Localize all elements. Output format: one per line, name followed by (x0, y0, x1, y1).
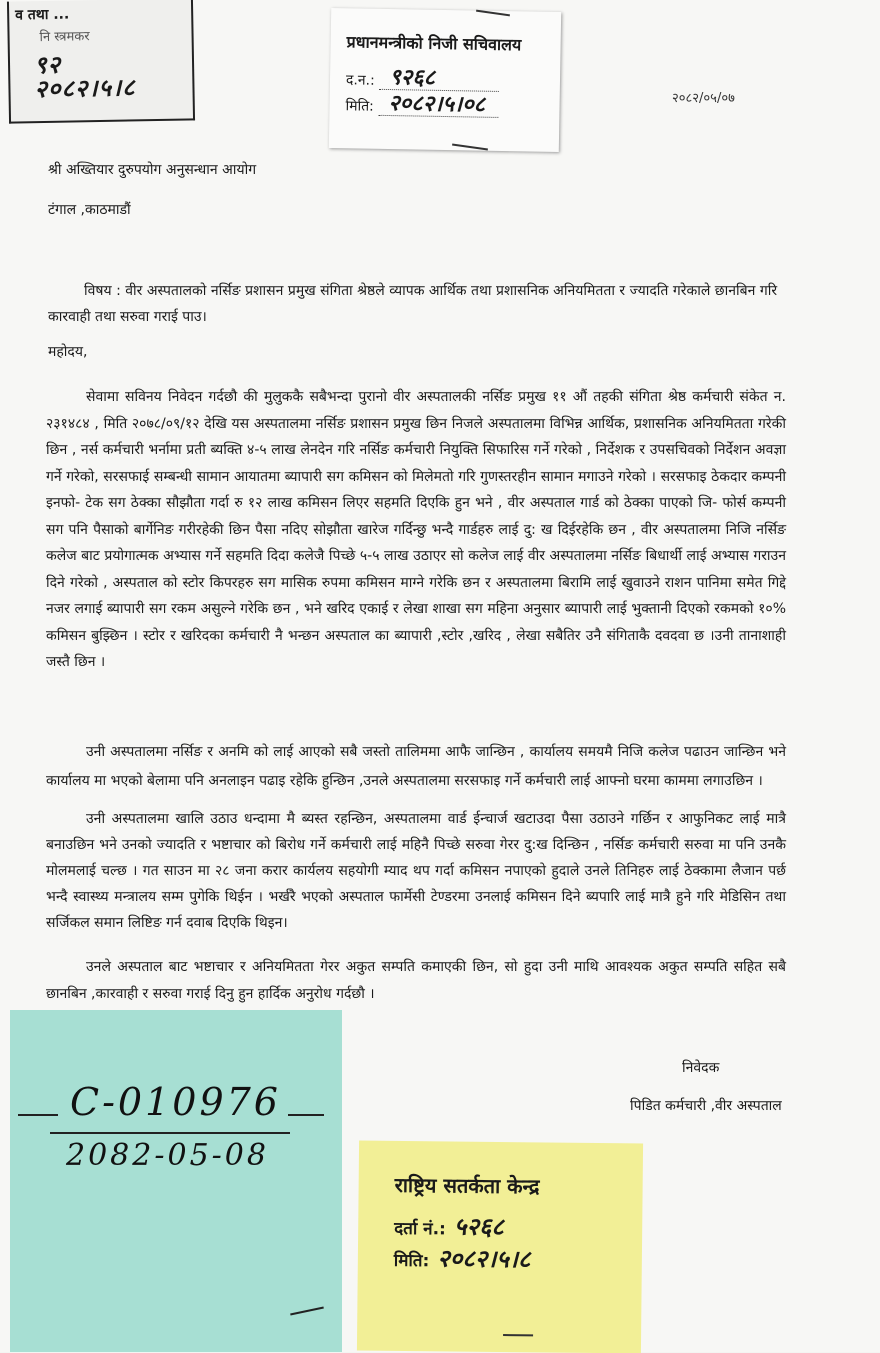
letter-date: २०८२/०५/०७ (672, 91, 735, 106)
yellow-note-title: राष्ट्रिय सतर्कता केन्द्र (394, 1172, 540, 1199)
body-paragraph-1: सेवामा सविनय निवेदन गर्दछौ की मुलुककै सबैभन्दा पुरानो वीर अस्पतालकी नर्सिङ प्रमुख ११ औं तहकी संगिता श्रेष्ठ कर्मचारी संकेत न. २३१४८४ , मिति २०७८/०९/१२ देखि यस अस्पतालमा नर्सिङ प्रशासन प्रमुख छिन निजले अस्पतालमा विभिन्न आर्थिक, प्रशासनिक अनियमितता गरेकी छिन , नर्स कर्मचारी भर्नामा प्रती ब्यक्ति ४-५ लाख लेनदेन गरि नर्सिङ कर्मचारी नियुक्ति सिफारिस गर्ने गरेको , निर्देशक र उपसचिवको निर्देशन अवज्ञा गर्ने गरेको, सरसफाई सम्बन्धी सामान आयातमा ब्यापारी सग कमिसन को मिलेमतो गरि गुणस्तरहीन सामान मगाउने गरेको । सरसफाइ ठेकदार कम्पनी इनफो- टेक सग ठेक्का सौझौता गर्दा रु १२ लाख कमिसन लिएर सहमति दिएकि हुन भने , वीर अस्पताल गार्ड को ठेक्का पाएको जि- फोर्स कम्पनी सग पनि पैसाको बार्गेनिङ गरीरहेकी छिन पैसा नदिए सोझौता खारेज गर्दिन्छु भन्दै गार्डहरु लाई दु: ख दिईरहेकि छन , वीर अस्पतालमा निजि नर्सिङ कलेज बाट प्रयोगात्मक अभ्यास गर्ने सहमति दिदा कलेजै पिच्छे ५-५ लाख उठाएर सो कलेज लाई वीर अस्पतालमा नर्सिङ बिधार्थी लाई अभ्यास गराउन दिने गरेको , अस्पताल को स्टोर किपरहरु सग मासिक रुपमा कमिसन माग्ने गरेकि छन र अस्पतालमा बिरामि लाई खुवाउने राशन पानिमा समेत गिद्दे नजर लगाई ब्यापारी सग रकम असुल्ने गरेकि छन , भने खरिद एकाई र लेखा शाखा सग महिना अनुसार ब्यापारी लाई भुक्तानी दिएको रकमको १०% कमिसन बुझ्छिन । स्टोर र खरिदका कर्मचारी नै भन्छन अस्पताल का ब्यापारी ,स्टोर ,खरिद , लेखा सबैतिर उनै संगिताकै दवदवा छ ।उनी तानाशाही जस्तै छिन । (46, 389, 786, 670)
pm-miti-label: मिति: (345, 98, 374, 115)
pm-darta-label: द.न.: (345, 72, 375, 89)
note-dash (18, 1114, 58, 1116)
signature-sender: पिडित कर्मचारी ,वीर अस्पताल (630, 1098, 782, 1114)
recipient-line-2: टंगाल ,काठमाडौं (48, 202, 131, 218)
stamp-office-line: व तथा ... (15, 6, 70, 24)
yellow-darta-label: दर्ता नं.: (394, 1218, 447, 1240)
yellow-sticky-note (357, 1141, 643, 1353)
yellow-note-darta-row (394, 1209, 504, 1243)
note-dash (290, 1306, 324, 1315)
stamp-number: ९२ (33, 49, 62, 80)
body-paragraph-4: उनले अस्पताल बाट भष्टाचार र अनियमितता गेरर अकुत सम्पति कमाएकी छिन, सो हुदा उनी माथि आवश्यक अकुत सम्पति सहित सबै छानबिन ,कारवाही र सरुवा गराई दिनु हुन हार्दिक अनुरोध गर्दछौ । (46, 959, 786, 1002)
stamp-handwritten-entry (33, 49, 136, 104)
yellow-miti-value: २०८२।५।८ (437, 1243, 531, 1274)
subject-line: विषय : वीर अस्पतालको नर्सिङ प्रशासन प्रमुख संगिता श्रेष्ठले व्यापक आर्थिक तथा प्रशासनिक अनियमितता र ज्यादति गरेकाले छानबिन गरि कारवाही तथा सरुवा गराई पाउ। (48, 283, 778, 325)
pm-miti-value: २०८२।५।०८ (388, 90, 486, 118)
salutation: महोदय, (48, 344, 88, 360)
yellow-miti-label: मिति: (393, 1250, 430, 1272)
yellow-note-miti-row (394, 1241, 531, 1275)
green-note-rule (50, 1132, 290, 1134)
signature-label: निवेदक (682, 1060, 720, 1076)
stamp-office-subline: नि स्त्रमकर (39, 29, 90, 46)
body-paragraph-3: उनी अस्पतालमा खालि उठाउ धन्दामा मै ब्यस्त रहन्छिन, अस्पतालमा वार्ड ईन्चार्ज खटाउदा पैसा उठाउने गर्छिन र आफुनिकट लाई मात्रै बनाउछिन भने उनको ज्यादति र भष्टाचार को बिरोध गर्ने कर्मचारी लाई महिनै पिच्छे सरुवा गेरर दु:ख दिन्छिन , नर्सिङ कर्मचारी सरुवा मा पनि उनकै मोलमलाई चल्छ । गत साउन मा २८ जना करार कार्यलय सहयोगी म्याद थप गर्दा कमिसन नपाएको हुदाले उनले तिनिहरु लाई ठेक्कामा लैजान पर्छ भन्दै स्वास्थ्य मन्त्रालय सम्म पुगेकि थिईन । भर्खरै भएको अस्पताल फार्मेसी टेण्डरमा उनलाई कमिसन दिने ब्यपारि लाई मात्रै हुने गरि मेडिसिन तथा सर्जिकल समान लिष्टिङ गर्न दवाब दिएकि थिइन। (46, 811, 786, 931)
note-mark (503, 1334, 533, 1336)
registration-stamp-top-left (7, 0, 195, 124)
yellow-darta-value: ५२६८ (453, 1211, 505, 1242)
pm-office-title: प्रधानमन्त्रीको निजी सचिवालय (346, 32, 522, 55)
green-note-date: 2082-05-08 (66, 1138, 269, 1173)
pm-darta-value: ९२६८ (389, 64, 436, 91)
green-note-code: C-010976 (70, 1080, 281, 1124)
note-dash (288, 1114, 324, 1116)
pm-miti-row (345, 90, 498, 118)
body-paragraph-2: उनी अस्पतालमा नर्सिङ र अनमि को लाई आएको सबै जस्तो तालिममा आफै जान्छिन , कार्यालय समयमै निजि कलेज पढाउन जान्छिन भने कार्यालय मा भएको बेलामा पनि अनलाइन पढाइ रहेकि हुन्छिन ,उनले अस्पतालमा सरसफाइ गर्ने कर्मचारी लाई आफ्नो घरमा काममा लगाउछिन । (46, 744, 786, 789)
pm-office-receipt-stamp (329, 8, 561, 152)
recipient-line-1: श्री अख्तियार दुरुपयोग अनुसन्धान आयोग (48, 162, 257, 178)
stamp-date: २०८२।५।८ (34, 72, 136, 104)
green-sticky-note (10, 1010, 342, 1352)
